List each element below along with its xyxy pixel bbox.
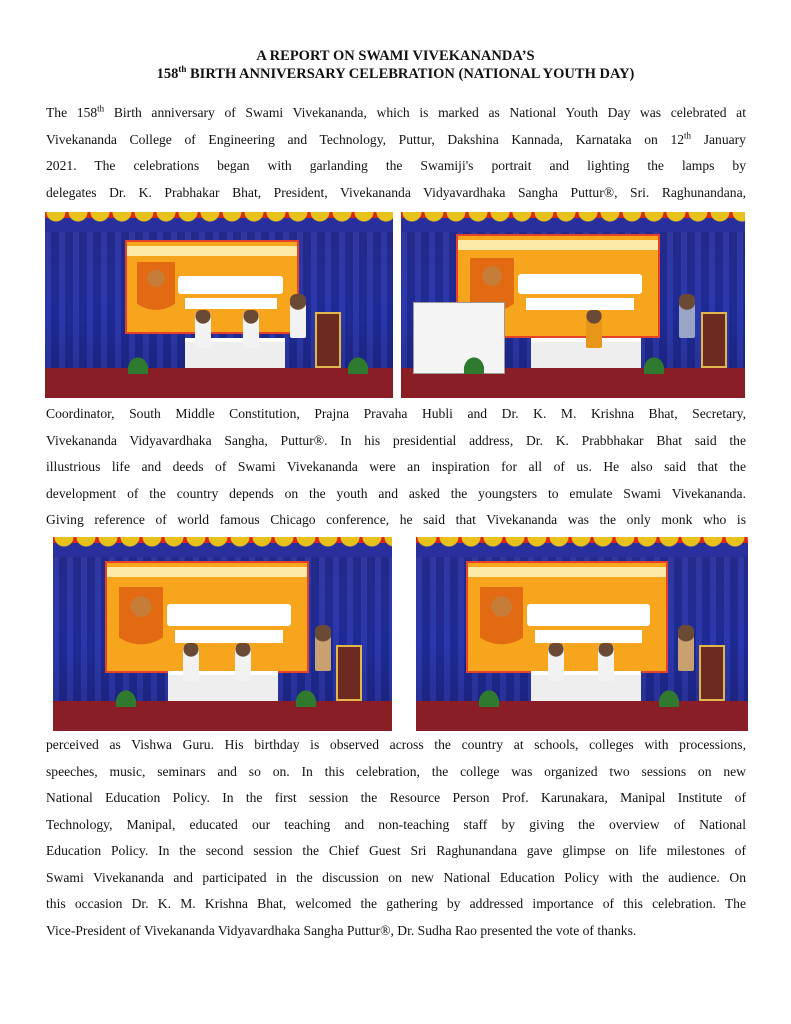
text-line: perceived as Vishwa Guru. His birthday is observed across the country at schools, colleges with processions, [46,737,746,752]
event-photo-3 [53,537,392,731]
event-photo-2 [401,212,745,398]
text-line: Vivekananda College of Engineering and Technology, Puttur, Dakshina Kannada, Karnataka on 12th January [46,129,746,147]
paragraph-address [46,401,746,534]
text-line: Coordinator, South Middle Constitution, Prajna Pravaha Hubli and Dr. K. M. Krishna Bhat, Secretary, [46,406,746,421]
text-line: this occasion Dr. K. M. Krishna Bhat, welcomed the gathering by addressed importance of this celebration. The [46,896,746,911]
report-title [0,47,791,83]
text-line: National Education Policy. In the first session the Resource Person Prof. Karunakara, Manipal Institute of [46,790,746,805]
text-line: Swami Vivekananda and participated in the discussion on new National Education Policy with the audience. On [46,869,746,885]
text-line: The 158th Birth anniversary of Swami Vivekananda, which is marked as National Youth Day was celebrated at [46,103,746,120]
text-line: development of the country depends on the youth and asked the youngsters to emulate Swami Vivekananda. [46,485,746,501]
text-line: illustrious life and deeds of Swami Vivekananda were an inspiration for all of us. He also said that the [46,459,746,474]
text-line: 2021. The celebrations began with garlanding the Swamiji's portrait and lighting the lamps by [46,158,746,173]
text-line: delegates Dr. K. Prabhakar Bhat, President, Vivekananda Vidyavardhaka Sangha Puttur®, Sri. Raghunandana, [46,184,746,200]
paragraph-sessions [46,732,746,944]
text-line: Giving reference of world famous Chicago conference, he said that Vivekananda was the only monk who is [46,512,746,527]
event-photo-4 [416,537,748,731]
text-line: Education Policy. In the second session the Chief Guest Sri Raghunandana gave glimpse on life milestones of [46,843,746,858]
text-line: speeches, music, seminars and so on. In this celebration, the college was organized two sessions on new [46,763,746,779]
text-line: Vice-President of Vivekananda Vidyavardhaka Sangha Puttur®, Dr. Sudha Rao presented the vote of thanks. [46,922,637,938]
paragraph-intro [46,100,746,206]
text-line: Technology, Manipal, educated our teaching and non-teaching staff by giving the overview of National [46,816,746,832]
text-line: Vivekananda Vidyavardhaka Sangha, Puttur®. In his presidential address, Dr. K. Prabbhakar Bhat said the [46,432,746,448]
event-photo-1 [45,212,393,398]
report-title-line1: A REPORT ON SWAMI VIVEKANANDA’S [256,48,535,64]
report-title-line2: 158th BIRTH ANNIVERSARY CELEBRATION (NATIONAL YOUTH DAY) [156,64,635,82]
